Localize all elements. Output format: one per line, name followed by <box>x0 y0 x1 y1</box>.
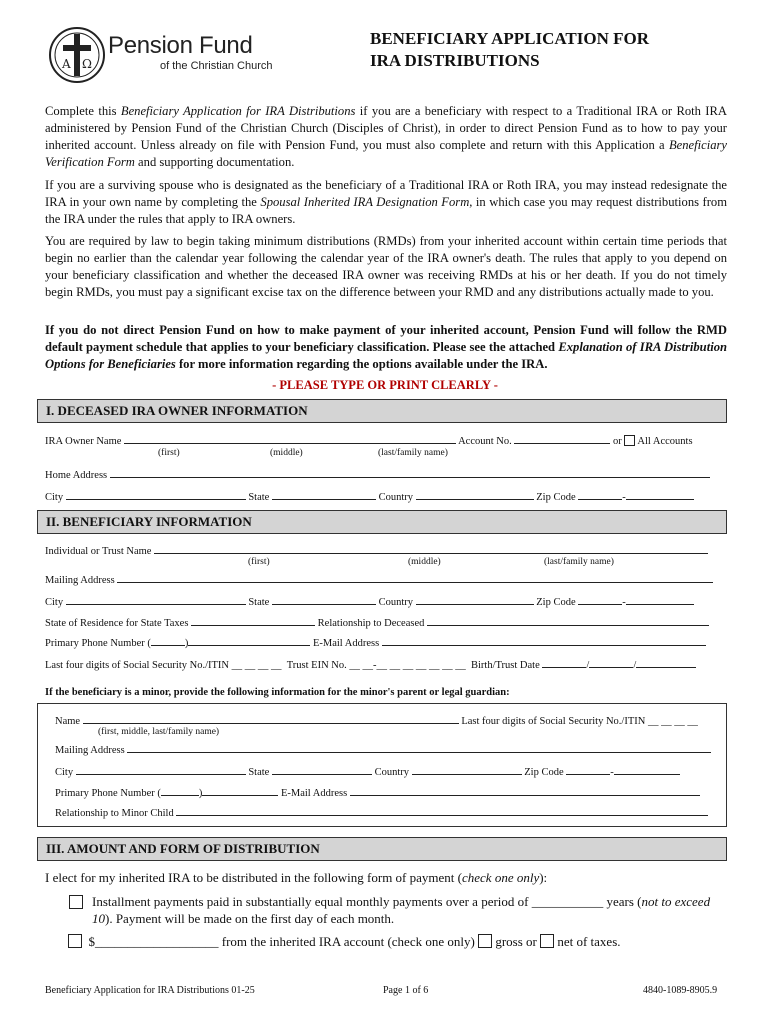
section-2-header: II. BENEFICIARY INFORMATION <box>37 510 727 534</box>
ben-zip-ext-field[interactable] <box>626 593 694 605</box>
guardian-city-field[interactable] <box>76 763 246 775</box>
city-state-row-1: City State Country Zip Code - <box>45 488 694 502</box>
ben-city-field[interactable] <box>66 593 246 605</box>
net-of-taxes-checkbox[interactable] <box>540 934 554 948</box>
birth-day-field[interactable] <box>589 656 633 668</box>
logo-seal-icon <box>48 26 106 84</box>
ben-middle-hint: (middle) <box>408 557 441 567</box>
trust-ein-field[interactable]: __ __-__ __ __ __ __ __ __ <box>349 660 466 671</box>
guardian-name-field[interactable] <box>83 712 459 724</box>
ben-zip-field[interactable] <box>578 593 622 605</box>
ben-residence-row: State of Residence for State Taxes Relationship to Deceased <box>45 614 709 628</box>
owner-zip-field[interactable] <box>578 488 622 500</box>
ben-phone-row: Primary Phone Number ( ) E-Mail Address <box>45 634 706 648</box>
intro-paragraph-4: If you do not direct Pension Fund on how to make payment of your inherited account, Pension Fund will follow the RMD default payment schedule that applies to your beneficiary classification. Please see the attached Explanation of IRA Distribution Options for Beneficiaries for more information regarding the options available under the IRA. <box>45 323 727 371</box>
guardian-relationship-field[interactable] <box>176 804 708 816</box>
ben-state-field[interactable] <box>272 593 376 605</box>
guardian-name-hint: (first, middle, last/family name) <box>98 727 220 737</box>
guardian-ssn-field[interactable]: __ __ __ __ <box>647 716 698 727</box>
ben-mailing-field[interactable] <box>117 571 713 583</box>
guardian-phone-row: Primary Phone Number ( ) E-Mail Address <box>55 784 700 798</box>
guardian-state-field[interactable] <box>272 763 372 775</box>
intro-paragraph-2: If you are a surviving spouse who is designated as the beneficiary of a Traditional IRA or Roth IRA, you may instead redesignate the IRA in your own name by completing the Spousal Inherited IRA Designation Form, in which case you may request distributions from the IRA under the rules that apply to IRA owners. <box>45 178 727 226</box>
amount-option-row: $___________________ from the inherited IRA account (check one only) gross or net of taxes. <box>68 934 621 950</box>
guardian-relationship-row: Relationship to Minor Child <box>55 804 708 818</box>
guardian-email-field[interactable] <box>350 784 700 796</box>
guardian-mailing-field[interactable] <box>127 741 711 753</box>
guardian-area-code-field[interactable] <box>161 784 199 796</box>
footer-form-id: Beneficiary Application for IRA Distributions 01-25 <box>45 985 255 996</box>
page-title <box>370 28 649 72</box>
ben-area-code-field[interactable] <box>151 634 185 646</box>
guardian-city-row: City State Country Zip Code - <box>55 763 680 777</box>
ben-phone-field[interactable] <box>188 634 310 646</box>
ira-owner-name-row: IRA Owner Name Account No. or All Accounts <box>45 432 693 446</box>
guardian-phone-field[interactable] <box>202 784 278 796</box>
section-1-header: I. DECEASED IRA OWNER INFORMATION <box>37 399 727 423</box>
intro-paragraph-1: Complete this Beneficiary Application for IRA Distributions if you are a beneficiary with respect to a Traditional IRA or Roth IRA administered by Pension Fund of the Christian Church (Disciples of Christ), in order to direct Pension Fund as to how to pay your inherited account. Unless already on file with Pension Fund, you must also complete and return with this Application a Beneficiary Verification Form and supporting documentation. <box>45 104 727 169</box>
installment-option-checkbox[interactable] <box>69 895 83 909</box>
all-accounts-checkbox[interactable] <box>624 435 635 446</box>
ben-ssn-field[interactable]: __ __ __ __ <box>231 660 282 671</box>
home-address-field[interactable] <box>110 466 710 478</box>
title-line-2: IRA DISTRIBUTIONS <box>370 51 540 70</box>
footer-doc-number: 4840-1089-8905.9 <box>643 985 718 996</box>
owner-state-field[interactable] <box>272 488 376 500</box>
org-subtitle: of the Christian Church <box>160 60 273 72</box>
elect-statement: I elect for my inherited IRA to be distributed in the following form of payment (check one only): <box>45 870 548 885</box>
birth-year-field[interactable] <box>636 656 696 668</box>
state-residence-field[interactable] <box>191 614 315 626</box>
ben-country-field[interactable] <box>416 593 534 605</box>
amount-option-label: $___________________ from the inherited IRA account (check one only) <box>88 934 475 949</box>
org-name: Pension Fund <box>108 32 253 59</box>
ben-ids-row: Last four digits of Social Security No./ITIN __ __ __ __ Trust EIN No. __ __-__ __ __ __ __ __ __ Birth/Trust Date / / <box>45 656 696 670</box>
amount-option-checkbox[interactable] <box>68 934 82 948</box>
print-clearly-notice: - PLEASE TYPE OR PRINT CLEARLY - <box>272 378 498 392</box>
minor-guardian-heading: If the beneficiary is a minor, provide the following information for the minor's parent or legal guardian: <box>45 687 510 698</box>
title-line-1: BENEFICIARY APPLICATION FOR <box>370 29 649 48</box>
first-hint: (first) <box>158 448 180 458</box>
gross-checkbox[interactable] <box>478 934 492 948</box>
guardian-country-field[interactable] <box>412 763 522 775</box>
intro-paragraph-3: You are required by law to begin taking minimum distributions (RMDs) from your inherited account within certain time periods that begin no earlier than the calendar year following the calendar year of the IRA owner's death. The rules that apply to you depend on your beneficiary classification and whether the deceased IRA owner was receiving RMDs at his or her death. If you do not timely begin RMDs, you must pay a significant excise tax on the difference between your RMD and any distributions actually made to you. <box>45 234 727 299</box>
ben-email-field[interactable] <box>382 634 706 646</box>
beneficiary-name-row: Individual or Trust Name <box>45 542 708 556</box>
ben-last-hint: (last/family name) <box>544 557 614 567</box>
owner-zip-ext-field[interactable] <box>626 488 694 500</box>
owner-country-field[interactable] <box>416 488 534 500</box>
relationship-deceased-field[interactable] <box>427 614 709 626</box>
last-hint: (last/family name) <box>378 448 448 458</box>
section-3-header: III. AMOUNT AND FORM OF DISTRIBUTION <box>37 837 727 861</box>
birth-month-field[interactable] <box>542 656 586 668</box>
ben-city-row: City State Country Zip Code - <box>45 593 694 607</box>
guardian-mailing-row: Mailing Address <box>55 741 711 755</box>
owner-city-field[interactable] <box>66 488 246 500</box>
guardian-name-row: Name Last four digits of Social Security No./ITIN __ __ __ __ <box>55 712 698 726</box>
ben-first-hint: (first) <box>248 557 270 567</box>
account-number-field[interactable] <box>514 432 610 444</box>
beneficiary-name-field[interactable] <box>154 542 708 554</box>
ira-owner-name-field[interactable] <box>124 432 456 444</box>
footer-page-number: Page 1 of 6 <box>383 985 429 996</box>
middle-hint: (middle) <box>270 448 303 458</box>
logo <box>48 26 308 86</box>
ben-mailing-row: Mailing Address <box>45 571 713 585</box>
guardian-zip-ext-field[interactable] <box>614 763 680 775</box>
svg-text:A: A <box>62 57 71 71</box>
guardian-zip-field[interactable] <box>566 763 610 775</box>
svg-text:Ω: Ω <box>82 57 92 71</box>
home-address-row: Home Address <box>45 466 710 480</box>
installment-option-label: Installment payments paid in substantially equal monthly payments over a period of ___________ years (not to exceed 10). Payment will be made on the first day of each month. <box>92 894 711 926</box>
